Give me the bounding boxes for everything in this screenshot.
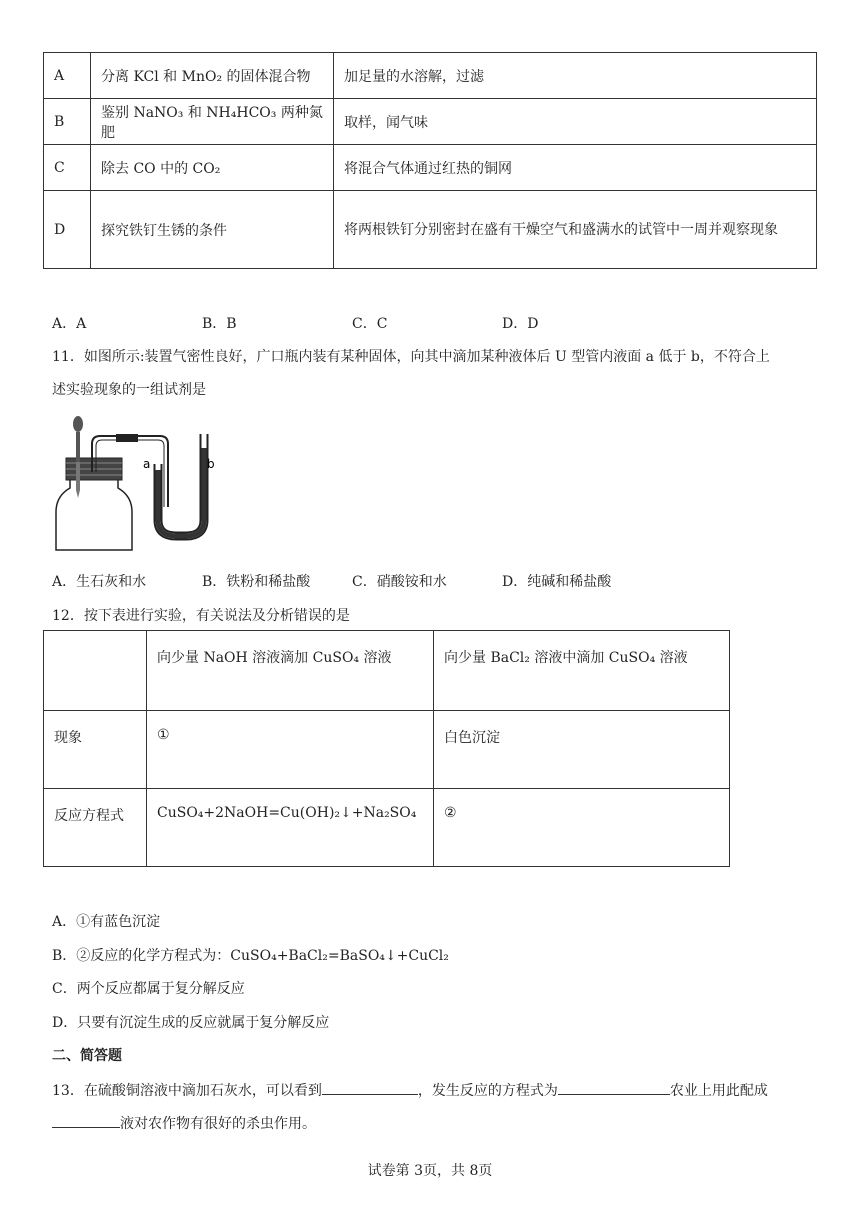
option-a[interactable]: A．生石灰和水 <box>52 574 147 590</box>
table-row <box>44 53 817 99</box>
table-cell: 取样，闻气味 <box>334 99 817 145</box>
option-a[interactable]: A．A <box>52 316 87 332</box>
option-c[interactable]: C．两个反应都属于复分解反应 <box>52 981 245 997</box>
answer-blank[interactable] <box>52 1113 120 1128</box>
question-13-text: 13．在硫酸铜溶液中滴加石灰水，可以看到 <box>52 1083 322 1099</box>
question-13-text: ，发生反应的方程式为 <box>417 1083 558 1099</box>
label-a: a <box>143 457 151 471</box>
u-tube-apparatus-diagram <box>50 412 220 552</box>
option-d[interactable]: D．D <box>502 316 539 332</box>
question-13-line2 <box>52 1113 316 1133</box>
question-13-text: 液对农作物有很好的杀虫作用。 <box>120 1116 316 1132</box>
table-cell: 探究铁钉生锈的条件 <box>91 191 334 269</box>
table-cell: 分离 KCl 和 MnO₂ 的固体混合物 <box>91 53 334 99</box>
option-b[interactable]: B．铁粉和稀盐酸 <box>202 574 311 590</box>
option-b[interactable]: B．②反应的化学方程式为：CuSO₄+BaCl₂=BaSO₄↓+CuCl₂ <box>52 948 449 964</box>
option-c[interactable]: C．硝酸铵和水 <box>352 574 447 590</box>
experiment-table-1 <box>43 52 817 269</box>
question-11-stem-cont: 述实验现象的一组试剂是 <box>52 382 206 398</box>
section-title: 二、简答题 <box>52 1048 122 1064</box>
option-a[interactable]: A．①有蓝色沉淀 <box>52 914 161 930</box>
experiment-table-2 <box>43 630 730 867</box>
table-row <box>44 191 817 269</box>
table-cell: C <box>44 145 91 191</box>
table-cell: ① <box>147 711 434 789</box>
table-cell: 除去 CO 中的 CO₂ <box>91 145 334 191</box>
question-13-line1 <box>52 1080 768 1100</box>
table-cell: 向少量 NaOH 溶液滴加 CuSO₄ 溶液 <box>147 631 434 711</box>
question-12-stem: 12．按下表进行实验，有关说法及分析错误的是 <box>52 608 350 624</box>
answer-blank[interactable] <box>322 1080 418 1095</box>
option-d[interactable]: D．只要有沉淀生成的反应就属于复分解反应 <box>52 1015 330 1031</box>
option-b[interactable]: B．B <box>202 316 237 332</box>
table-cell: 加足量的水溶解，过滤 <box>334 53 817 99</box>
question-11-stem: 11．如图所示:装置气密性良好，广口瓶内装有某种固体，向其中滴加某种液体后 U 型管内液面 a 低于 b，不符合上 <box>52 349 770 365</box>
table-cell: ② <box>434 789 730 867</box>
table-cell: D <box>44 191 91 269</box>
table-row <box>44 711 730 789</box>
question-13-text: 农业上用此配成 <box>669 1083 768 1099</box>
table-cell: 鉴别 NaNO₃ 和 NH₄HCO₃ 两种氮肥 <box>91 99 334 145</box>
table-cell: A <box>44 53 91 99</box>
option-c[interactable]: C．C <box>352 316 388 332</box>
table-cell: 将两根铁钉分别密封在盛有干燥空气和盛满水的试管中一周并观察现象 <box>334 191 817 269</box>
table-row <box>44 145 817 191</box>
table-cell: 白色沉淀 <box>434 711 730 789</box>
label-b: b <box>207 457 215 471</box>
table-cell: 向少量 BaCl₂ 溶液中滴加 CuSO₄ 溶液 <box>434 631 730 711</box>
table-cell <box>44 631 147 711</box>
table-cell: B <box>44 99 91 145</box>
table-cell: 现象 <box>44 711 147 789</box>
table-row <box>44 789 730 867</box>
table-row <box>44 99 817 145</box>
table-cell: 反应方程式 <box>44 789 147 867</box>
option-d[interactable]: D．纯碱和稀盐酸 <box>502 574 612 590</box>
table-cell: CuSO₄+2NaOH=Cu(OH)₂↓+Na₂SO₄ <box>147 789 434 867</box>
answer-blank[interactable] <box>558 1080 670 1095</box>
table-row <box>44 631 730 711</box>
table-cell: 将混合气体通过红热的铜网 <box>334 145 817 191</box>
page-footer: 试卷第 3页，共 8页 <box>367 1163 493 1179</box>
